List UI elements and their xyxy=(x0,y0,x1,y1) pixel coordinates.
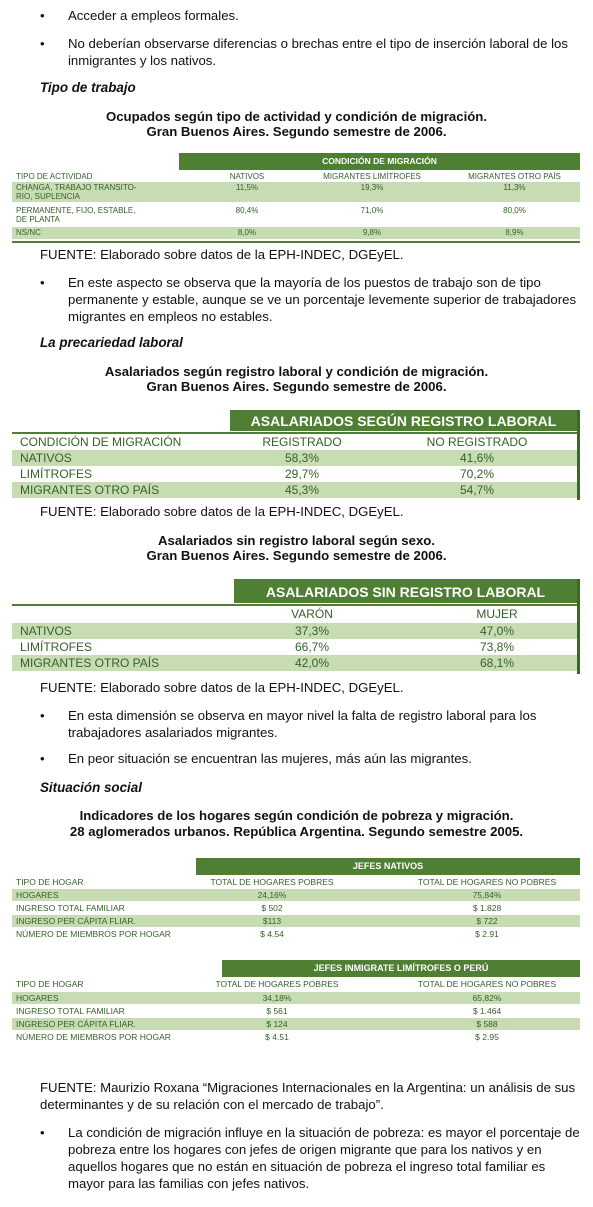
table-edge xyxy=(577,410,580,500)
cell-value: $ 2.95 xyxy=(475,1032,499,1042)
cell-value: $ 124 xyxy=(266,1019,288,1029)
column-header: TOTAL DE HOGARES POBRES xyxy=(215,979,339,989)
table-row xyxy=(12,1031,580,1043)
cell-value: 54,7% xyxy=(459,483,495,497)
column-header: MUJER xyxy=(476,607,518,621)
table-jefes-nativos xyxy=(12,858,580,944)
table-tipo-actividad xyxy=(12,153,580,243)
cell-value: 68,1% xyxy=(479,656,515,670)
table-title: Asalariados según registro laboral y condición de migración. xyxy=(104,364,489,379)
cell-value: 45,3% xyxy=(284,483,320,497)
table-group-header: CONDICIÓN DE MIGRACIÓN xyxy=(179,153,580,170)
column-header: VARÓN xyxy=(291,607,333,621)
table-row xyxy=(12,655,580,671)
table-title: Gran Buenos Aires. Segundo semestre de 2006. xyxy=(146,379,447,394)
table-group-header: ASALARIADOS SEGÚN REGISTRO LABORAL xyxy=(230,410,577,431)
column-header: MIGRANTES LIMÍTROFES xyxy=(323,172,421,181)
column-header: TOTAL DE HOGARES POBRES xyxy=(210,877,334,887)
table-row xyxy=(12,182,580,202)
table-row xyxy=(12,928,580,940)
row-label: MIGRANTES OTRO PAÍS xyxy=(20,483,160,497)
column-header: MIGRANTES OTRO PAÍS xyxy=(468,172,561,181)
cell-value: 80,0% xyxy=(503,206,526,215)
cell-value: 11,5% xyxy=(235,183,259,192)
source-note: FUENTE: Maurizio Roxana “Migraciones Internacionales en la Argentina: un análisis de sus determinantes y de su relación con el mercado de trabajo”. xyxy=(40,1080,576,1112)
cell-value: 47,0% xyxy=(479,624,515,638)
bullet-text: En esta dimensión se observa en mayor nivel la falta de registro laboral para los trabajadores asalariados migrantes. xyxy=(68,708,537,740)
cell-value: $ 4.54 xyxy=(260,929,284,939)
bullet-text: La condición de migración influye en la situación de pobreza: es mayor el porcentaje de pobreza entre los hogares con jefes de origen migrante que para los nativos y en aquellos hogares que no están en situación de pobreza el ingreso total familiar es mayor para las familias con jefes nativos. xyxy=(68,1125,580,1191)
cell-value: $ 722 xyxy=(476,916,498,926)
cell-value: $ 1.828 xyxy=(472,903,502,913)
table-row xyxy=(12,482,580,498)
table-row xyxy=(12,623,580,639)
row-label: INGRESO PER CÁPITA FLIAR. xyxy=(16,916,136,926)
table-title: 28 aglomerados urbanos. República Argentina. Segundo semestre 2005. xyxy=(69,824,524,839)
cell-value: $113 xyxy=(262,916,282,926)
cell-value: 73,8% xyxy=(479,640,515,654)
row-label: NS/NC xyxy=(16,228,41,237)
cell-value: 24,16% xyxy=(257,890,287,900)
table-row xyxy=(12,227,580,239)
table-row xyxy=(12,450,580,466)
row-label: PERMANENTE, FIJO, ESTABLE, DE PLANTA xyxy=(16,206,136,224)
table-title: Gran Buenos Aires. Segundo semestre de 2006. xyxy=(146,548,447,563)
source-note: FUENTE: Elaborado sobre datos de la EPH-INDEC, DGEyEL. xyxy=(40,247,404,262)
table-group-header: ASALARIADOS SIN REGISTRO LABORAL xyxy=(234,579,577,603)
table-registro-laboral xyxy=(12,410,580,500)
table-row xyxy=(12,204,580,226)
column-header: TIPO DE HOGAR xyxy=(16,979,84,989)
table-group-header: JEFES INMIGRATE LIMÍTROFES O PERÚ xyxy=(222,960,580,977)
row-label: CHANGA, TRABAJO TRANSITO- RIO, SUPLENCIA xyxy=(16,183,137,201)
row-label: NATIVOS xyxy=(20,451,72,465)
bullet-icon: • xyxy=(40,708,45,723)
table-row xyxy=(12,992,580,1004)
table-row xyxy=(12,889,580,901)
row-label: INGRESO TOTAL FAMILIAR xyxy=(16,1006,125,1016)
cell-value: 75,84% xyxy=(472,890,502,900)
cell-value: 65,82% xyxy=(472,993,502,1003)
table-rule xyxy=(12,432,580,434)
table-title: Gran Buenos Aires. Segundo semestre de 2006. xyxy=(146,124,447,139)
column-header: NATIVOS xyxy=(229,172,265,181)
bullet-icon: • xyxy=(40,8,45,23)
row-label: HOGARES xyxy=(16,993,59,1003)
section-heading: Tipo de trabajo xyxy=(40,80,136,95)
column-header: TOTAL DE HOGARES NO POBRES xyxy=(417,877,557,887)
cell-value: 70,2% xyxy=(459,467,495,481)
table-sin-registro xyxy=(12,579,580,674)
row-label: LIMÍTROFES xyxy=(20,640,93,654)
table-row xyxy=(12,1005,580,1017)
cell-value: 29,7% xyxy=(284,467,320,481)
row-label: HOGARES xyxy=(16,890,59,900)
column-header: TIPO DE ACTIVIDAD xyxy=(16,172,93,181)
table-row xyxy=(12,466,580,482)
cell-value: 42,0% xyxy=(294,656,330,670)
cell-value: $ 4.51 xyxy=(265,1032,289,1042)
row-label: INGRESO TOTAL FAMILIAR xyxy=(16,903,125,913)
table-jefes-inmigrantes xyxy=(12,960,580,1046)
table-row xyxy=(12,902,580,914)
source-note: FUENTE: Elaborado sobre datos de la EPH-INDEC, DGEyEL. xyxy=(40,680,404,695)
source-note: FUENTE: Elaborado sobre datos de la EPH-INDEC, DGEyEL. xyxy=(40,504,404,519)
row-label: INGRESO PER CÁPITA FLIAR. xyxy=(16,1019,136,1029)
table-row xyxy=(12,639,580,655)
column-header: CONDICIÓN DE MIGRACIÓN xyxy=(20,435,182,449)
column-header: REGISTRADO xyxy=(262,435,342,449)
section-heading: La precariedad laboral xyxy=(40,335,183,350)
column-header: NO REGISTRADO xyxy=(426,435,528,449)
table-rule xyxy=(12,241,580,243)
cell-value: 41,6% xyxy=(459,451,495,465)
bullet-icon: • xyxy=(40,36,45,51)
table-edge xyxy=(577,579,580,674)
row-label: MIGRANTES OTRO PAÍS xyxy=(20,656,160,670)
bullet-icon: • xyxy=(40,275,45,290)
bullet-text: En este aspecto se observa que la mayoría de los puestos de trabajo son de tipo permanente y estable, aunque se ve un porcentaje levemente superior de trabajadores migrantes en empleos no estables. xyxy=(68,275,577,324)
cell-value: $ 588 xyxy=(476,1019,498,1029)
cell-value: 80,4% xyxy=(235,206,259,215)
cell-value: 71,0% xyxy=(360,206,384,215)
column-header: TOTAL DE HOGARES NO POBRES xyxy=(417,979,557,989)
cell-value: $ 1.464 xyxy=(472,1006,502,1016)
row-label: NATIVOS xyxy=(20,624,72,638)
table-title: Asalariados sin registro laboral según sexo. xyxy=(157,533,436,548)
column-header: TIPO DE HOGAR xyxy=(16,877,84,887)
row-label: NÚMERO DE MIEMBROS POR HOGAR xyxy=(16,1032,171,1042)
bullet-icon: • xyxy=(40,1125,45,1140)
bullet-text: En peor situación se encuentran las mujeres, más aún las migrantes. xyxy=(68,751,472,766)
bullet-icon: • xyxy=(40,751,45,766)
cell-value: 66,7% xyxy=(294,640,330,654)
cell-value: $ 2.91 xyxy=(475,929,499,939)
cell-value: 8,9% xyxy=(505,228,524,237)
table-title: Ocupados según tipo de actividad y condición de migración. xyxy=(105,109,488,124)
cell-value: 34,18% xyxy=(262,993,292,1003)
row-label: LIMÍTROFES xyxy=(20,467,93,481)
cell-value: 8,0% xyxy=(237,228,257,237)
table-group-header: JEFES NATIVOS xyxy=(196,858,580,875)
table-row xyxy=(12,915,580,927)
bullet-text: Acceder a empleos formales. xyxy=(68,8,239,23)
cell-value: 58,3% xyxy=(284,451,320,465)
row-label: NÚMERO DE MIEMBROS POR HOGAR xyxy=(16,929,171,939)
cell-value: 37,3% xyxy=(294,624,330,638)
table-rule xyxy=(12,604,580,606)
cell-value: 11,3% xyxy=(503,183,526,192)
section-heading: Situación social xyxy=(40,780,142,795)
cell-value: $ 502 xyxy=(261,903,283,913)
bullet-text: No deberían observarse diferencias o brechas entre el tipo de inserción laboral de los inmigrantes y los nativos. xyxy=(68,36,568,68)
cell-value: 9,8% xyxy=(362,228,382,237)
table-title: Indicadores de los hogares según condición de pobreza y migración. xyxy=(79,808,514,823)
cell-value: 19,3% xyxy=(360,183,384,192)
table-row xyxy=(12,1018,580,1030)
cell-value: $ 561 xyxy=(266,1006,288,1016)
